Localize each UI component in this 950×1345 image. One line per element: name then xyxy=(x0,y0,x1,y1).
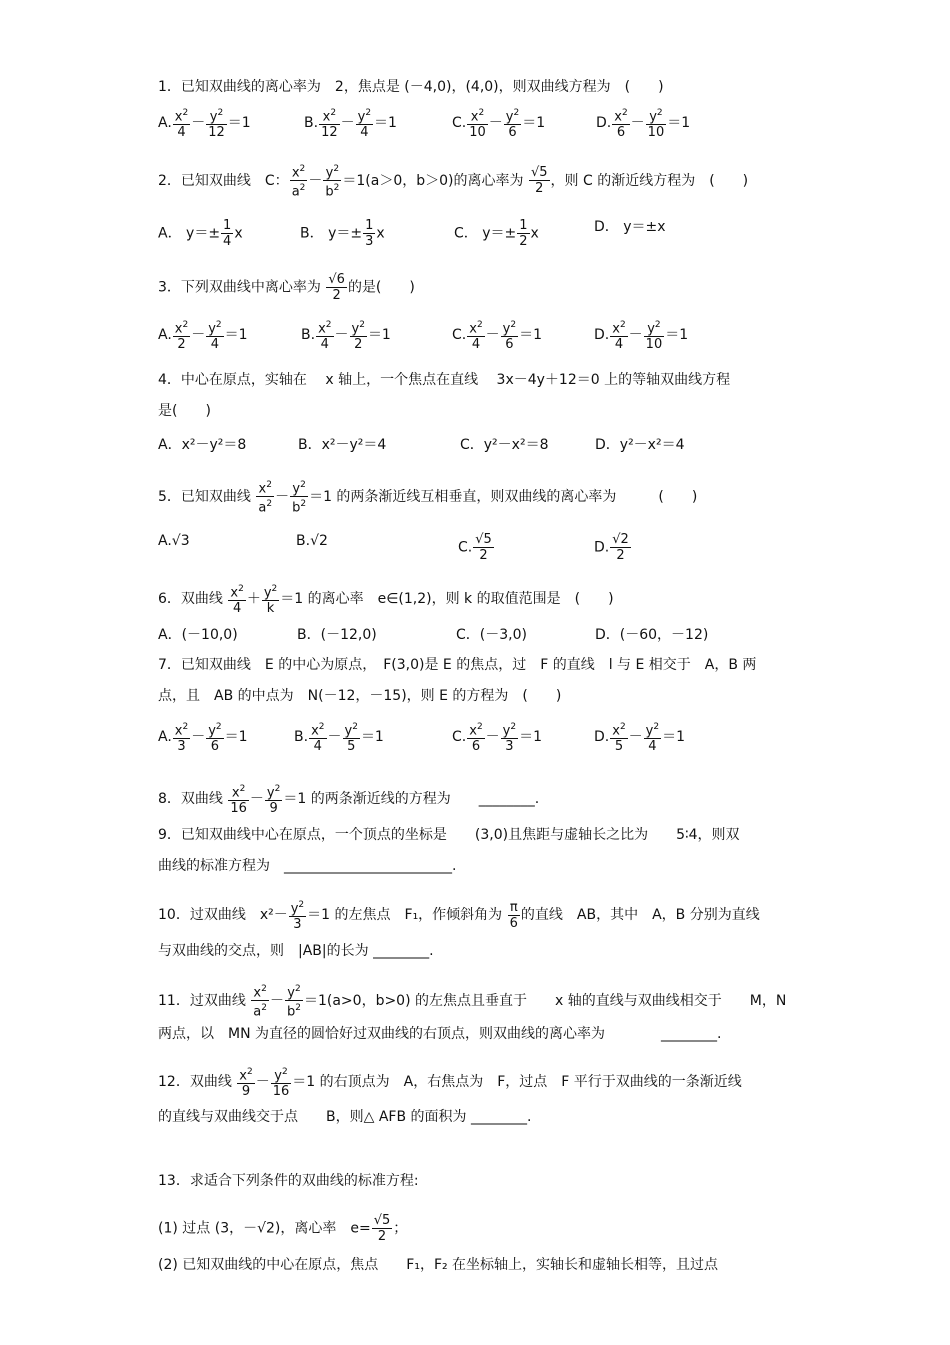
q1-option-c: C. $\frac{x^2}{10}$ － $\frac{y^2}{6}$ ＝1 xyxy=(452,108,546,141)
q1-option-b: B. $\frac{x^2}{12}$ － $\frac{y^2}{4}$ ＝1 xyxy=(304,108,397,141)
q2-option-a: A． y＝± $\frac{1}{4}$ x xyxy=(158,218,243,249)
q12-stem: 12．双曲线 $\frac{x^2}{9}$ － $\frac{y^2}{16}$ ＝1 的右顶点为 A，右焦点为 F，过点 F 平行于双曲线的一条渐近线 xyxy=(158,1067,742,1100)
q13-part1: (1) 过点 (3，－√2)，离心率 e= $\frac{√5}{2}$ ； xyxy=(158,1213,408,1244)
q7-line2: 点，且 AB 的中点为 N(－12，－15)，则 E 的方程为 ( ) xyxy=(158,688,562,704)
q9-line2: 曲线的标准方程为 ________________________. xyxy=(158,858,457,874)
q5-option-c: C. $\frac{√5}{2}$ xyxy=(458,532,492,563)
q1-option-a: A. $\frac{x^2}{4}$ － $\frac{y^2}{12}$ ＝1 xyxy=(158,108,251,141)
q11-line2: 两点，以 MN 为直径的圆恰好过双曲线的右顶点，则双曲线的离心率为 ________. xyxy=(158,1026,722,1042)
q6-option-c: C．(－3,0) xyxy=(456,627,527,643)
q3-stem: 3．下列双曲线中离心率为 $\frac{√6}{2}$ 的是( ) xyxy=(158,272,415,303)
q6-option-b: B．(－12,0) xyxy=(297,627,377,643)
q5-option-d: D. $\frac{√2}{2}$ xyxy=(594,532,629,563)
q3-option-d: D. $\frac{x^2}{4}$ － $\frac{y^2}{10}$ ＝1 xyxy=(594,320,689,353)
q6-option-d: D．(－60，－12) xyxy=(595,627,709,643)
q5-stem: 5．已知双曲线 $\frac{x^2}{a^2}$ － $\frac{y^2}{b^2}$ ＝1 的两条渐近线互相垂直，则双曲线的离心率为 ( ) xyxy=(158,480,698,516)
q1-option-d: D. $\frac{x^2}{6}$ － $\frac{y^2}{10}$ ＝1 xyxy=(596,108,691,141)
q7-option-b: B. $\frac{x^2}{4}$ － $\frac{y^2}{5}$ ＝1 xyxy=(294,722,384,755)
q4-option-a: A．x²－y²＝8 xyxy=(158,437,247,453)
q3-option-c: C. $\frac{x^2}{4}$ － $\frac{y^2}{6}$ ＝1 xyxy=(452,320,543,353)
q9-line1: 9．已知双曲线中心在原点，一个顶点的坐标是 (3,0)且焦距与虚轴长之比为 5∶4，则双 xyxy=(158,827,740,843)
q4-line1: 4．中心在原点，实轴在 x 轴上，一个焦点在直线 3x－4y＋12＝0 上的等轴双曲线方程 xyxy=(158,372,731,388)
q7-option-c: C. $\frac{x^2}{6}$ － $\frac{y^2}{3}$ ＝1 xyxy=(452,722,543,755)
q2-stem: 2．已知双曲线 C： $\frac{x^2}{a^2}$ － $\frac{y^2}{b^2}$ ＝1(a＞0，b＞0)的离心率为 $\frac{√5}{2}$ ，则 C 的渐近线方程为 ( ) xyxy=(158,164,749,200)
q1-stem: 1．已知双曲线的离心率为 2，焦点是 (－4,0)，(4,0)，则双曲线方程为 ( ) xyxy=(158,79,664,95)
q10-line2: 与双曲线的交点，则 |AB|的长为 ________. xyxy=(158,943,434,959)
q6-option-a: A．(－10,0) xyxy=(158,627,238,643)
q7-option-a: A. $\frac{x^2}{3}$ － $\frac{y^2}{6}$ ＝1 xyxy=(158,722,248,755)
q6-stem: 6．双曲线 $\frac{x^2}{4}$ ＋ $\frac{y^2}{k}$ ＝1 的离心率 e∈(1,2)，则 k 的取值范围是 ( ) xyxy=(158,584,614,617)
q8-stem: 8．双曲线 $\frac{x^2}{16}$ － $\frac{y^2}{9}$ ＝1 的两条渐近线的方程为 ________. xyxy=(158,784,540,817)
q4-line2: 是( ) xyxy=(158,403,211,419)
q3-option-b: B. $\frac{x^2}{4}$ － $\frac{y^2}{2}$ ＝1 xyxy=(301,320,391,353)
q11-stem: 11．过双曲线 $\frac{x^2}{a^2}$ － $\frac{y^2}{b^2}$ ＝1(a>0，b>0) 的左焦点且垂直于 x 轴的直线与双曲线相交于 M，N xyxy=(158,984,787,1020)
q3-option-a: A. $\frac{x^2}{2}$ － $\frac{y^2}{4}$ ＝1 xyxy=(158,320,248,353)
q13-stem: 13．求适合下列条件的双曲线的标准方程: xyxy=(158,1173,419,1189)
q13-part2: (2) 已知双曲线的中心在原点，焦点 F₁，F₂ 在坐标轴上，实轴长和虚轴长相等，且过点 xyxy=(158,1257,719,1273)
q5-option-a: A.√3 xyxy=(158,533,190,549)
q7-line1: 7．已知双曲线 E 的中心为原点， F(3,0)是 E 的焦点，过 F 的直线 l 与 E 相交于 A，B 两 xyxy=(158,657,757,673)
q7-option-d: D. $\frac{x^2}{5}$ － $\frac{y^2}{4}$ ＝1 xyxy=(594,722,686,755)
q12-line2: 的直线与双曲线交于点 B，则△ AFB 的面积为 ________. xyxy=(158,1109,532,1125)
q2-option-c: C． y＝± $\frac{1}{2}$ x xyxy=(454,218,539,249)
q4-option-d: D．y²－x²＝4 xyxy=(595,437,685,453)
q5-option-b: B.√2 xyxy=(296,533,328,549)
q10-stem: 10．过双曲线 x²－ $\frac{y^2}{3}$ ＝1 的左焦点 F₁，作倾斜角为 $\frac{\pi}{6}$ 的直线 AB，其中 A，B 分别为直线 xyxy=(158,899,760,933)
q2-option-b: B． y＝± $\frac{1}{3}$ x xyxy=(300,218,385,249)
q4-option-b: B．x²－y²＝4 xyxy=(298,437,387,453)
q2-option-d: D． y＝±x xyxy=(594,219,666,235)
q4-option-c: C．y²－x²＝8 xyxy=(460,437,549,453)
